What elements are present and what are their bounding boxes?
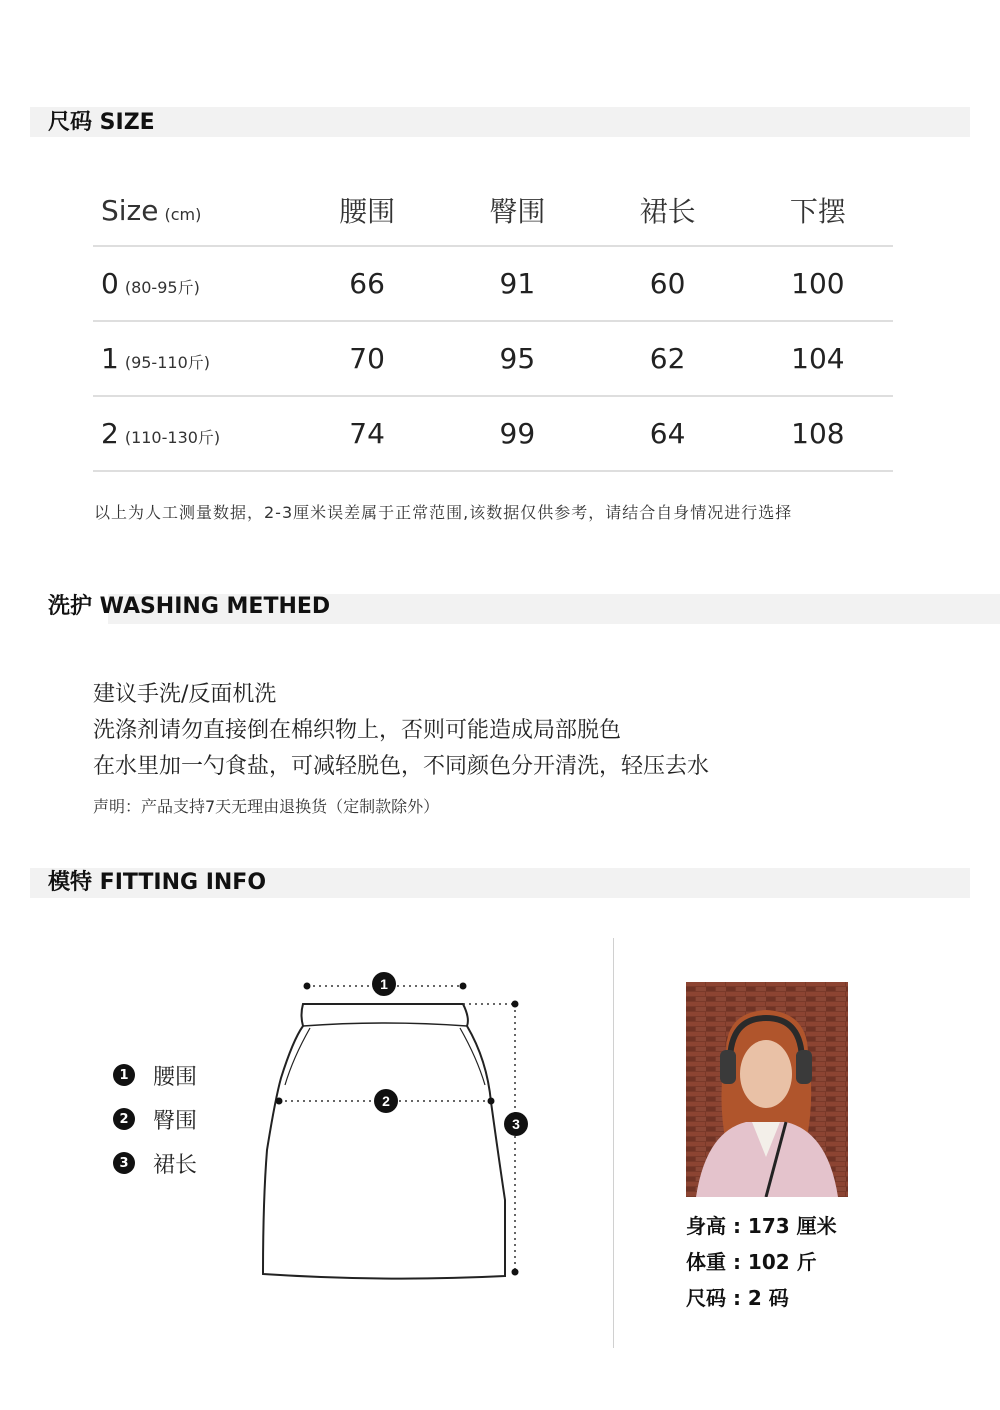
wash-line: 建议手洗/反面机洗 <box>93 682 277 707</box>
hip-cell: 91 <box>442 246 592 321</box>
number-badge: 3 <box>113 1152 135 1174</box>
model-weight: 体重 : 102 斤 <box>686 1250 817 1274</box>
size-cell: 1 (95-110斤) <box>93 321 292 396</box>
waistband-line <box>303 1023 467 1026</box>
legend-hip <box>113 1107 198 1134</box>
length-cell: 60 <box>593 246 743 321</box>
header-unit: (cm) <box>164 204 202 224</box>
legend-length <box>113 1151 198 1178</box>
measure-dot <box>512 1269 519 1276</box>
measure-dot <box>512 1001 519 1008</box>
table-row <box>93 246 893 321</box>
skirt-diagram <box>255 960 545 1290</box>
measure-dot <box>276 1098 283 1105</box>
measure-dot <box>304 983 311 990</box>
measure-dot <box>488 1098 495 1105</box>
vertical-divider <box>613 938 614 1348</box>
length-cell: 64 <box>593 396 743 471</box>
waist-cell: 70 <box>292 321 442 396</box>
size-section-bar <box>30 107 970 137</box>
wash-line: 在水里加一勺食盐，可减轻脱色，不同颜色分开清洗，轻压去水 <box>93 754 710 779</box>
hip-cell: 99 <box>442 396 592 471</box>
size-cell: 2 (110-130斤) <box>93 396 292 471</box>
number-badge: 1 <box>113 1064 135 1086</box>
wash-line: 洗涤剂请勿直接倒在棉织物上，否则可能造成局部脱色 <box>93 718 622 743</box>
size-cell: 0 (80-95斤) <box>93 246 292 321</box>
badge-2-text: 2 <box>382 1093 390 1109</box>
size-table <box>93 175 893 472</box>
length-cell: 62 <box>593 321 743 396</box>
badge-3-text: 3 <box>512 1116 520 1132</box>
header-hem: 下摆 <box>743 175 893 246</box>
number-badge: 2 <box>113 1108 135 1130</box>
legend-label: 臀围 <box>153 1108 198 1134</box>
header-waist: 腰围 <box>292 175 442 246</box>
legend-label: 腰围 <box>153 1064 198 1090</box>
waist-cell: 74 <box>292 396 442 471</box>
table-row <box>93 396 893 471</box>
disclaimer: 声明：产品支持7天无理由退换货（定制款除外） <box>93 797 440 816</box>
legend-label: 裙长 <box>153 1152 198 1178</box>
header-size: Size (cm) <box>93 175 292 246</box>
waist-cell: 66 <box>292 246 442 321</box>
header-length: 裙长 <box>593 175 743 246</box>
header-hip: 臀围 <box>442 175 592 246</box>
hip-cell: 95 <box>442 321 592 396</box>
model-size: 尺码 : 2 码 <box>686 1286 789 1310</box>
measure-dot <box>460 983 467 990</box>
badge-1-text: 1 <box>380 976 388 992</box>
size-note: 以上为人工测量数据，2-3厘米误差属于正常范围,该数据仅供参考，请结合自身情况进行选择 <box>94 503 793 522</box>
legend-waist <box>113 1063 198 1090</box>
hem-cell: 104 <box>743 321 893 396</box>
wash-section-title: 洗护 WASHING METHED <box>48 594 331 619</box>
hem-cell: 108 <box>743 396 893 471</box>
hem-cell: 100 <box>743 246 893 321</box>
size-section-title: 尺码 SIZE <box>48 110 155 135</box>
model-photo <box>686 982 848 1197</box>
size-table-header <box>93 175 893 246</box>
fit-section-title: 模特 FITTING INFO <box>48 870 267 895</box>
table-row <box>93 321 893 396</box>
model-height: 身高 : 173 厘米 <box>686 1214 837 1238</box>
